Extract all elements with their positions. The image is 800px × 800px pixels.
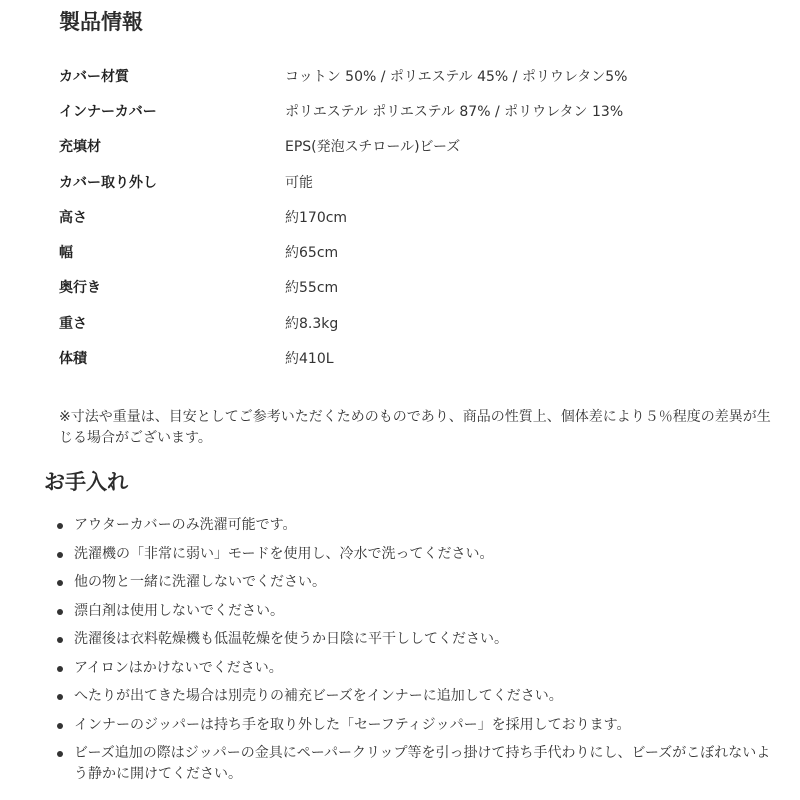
spec-label: 奥行き [59,280,101,297]
bullet-icon [57,694,63,700]
spec-label: カバー取り外し [59,174,157,191]
spec-label: カバー材質 [59,68,129,85]
spec-section-title: 製品情報 [59,10,143,34]
spec-table [59,58,759,376]
spec-row [59,234,759,269]
bullet-icon [57,552,63,558]
list-item [44,629,774,650]
care-item-text: 他の物と一緒に洗濯しないでください。 [74,574,326,590]
spec-label: 重さ [59,315,87,332]
spec-row [59,93,759,128]
care-item-text: 洗濯機の「非常に弱い」モードを使用し、冷水で洗ってください。 [74,545,494,562]
bullet-icon [57,751,63,757]
care-item-text: 漂白剤は使用しないでください。 [74,602,284,619]
spec-value: 可能 [285,174,313,191]
list-item [44,658,774,679]
spec-label: インナーカバー [59,103,157,120]
care-item-text: インナーのジッパーは持ち手を取り外した「セーフティジッパー」を採用しております。 [74,716,631,733]
spec-label: 充填材 [59,139,101,156]
spec-row [59,199,759,234]
spec-value: 約410L [285,351,334,368]
bullet-icon [57,637,63,643]
list-item [44,544,774,565]
spec-value: EPS(発泡スチロール)ビーズ [285,139,461,156]
spec-row [59,164,759,199]
spec-row [59,340,759,375]
spec-note: ※寸法や重量は、目安としてご参考いただくためのものであり、商品の性質上、個体差により５％程度の差異が生じる場合がございます。 [59,409,771,446]
care-item-text: アウターカバーのみ洗濯可能です。 [74,517,297,533]
list-item [44,601,774,622]
care-item-text: アイロンはかけないでください。 [74,659,283,676]
list-item [44,743,774,785]
spec-label: 幅 [59,245,73,262]
spec-label: 高さ [59,209,87,226]
bullet-icon [57,580,63,586]
list-item [44,715,774,736]
spec-row [59,129,759,164]
spec-row [59,58,759,93]
spec-value: コットン 50% / ポリエステル 45% / ポリウレタン5% [285,68,628,85]
spec-value: 約65cm [285,245,339,262]
bullet-icon [57,723,63,729]
bullet-icon [57,523,63,529]
care-item-text: ビーズ追加の際はジッパーの金具にペーパークリップ等を引っ掛けて持ち手代わりにし、ビーズがこぼれないよう静かに開けてください。 [74,745,771,782]
spec-row [59,270,759,305]
bullet-icon [57,609,63,615]
spec-value: ポリエステル ポリエステル 87% / ポリウレタン 13% [285,103,624,120]
list-item [44,515,774,536]
list-item [44,572,774,593]
spec-value: 約170cm [285,209,348,226]
care-list [44,515,774,793]
spec-row [59,305,759,340]
care-item-text: へたりが出てきた場合は別売りの補充ビーズをインナーに追加してください。 [74,688,563,704]
bullet-icon [57,666,63,672]
spec-value: 約55cm [285,280,339,297]
care-section-title: お手入れ [44,470,128,494]
list-item [44,686,774,707]
spec-value: 約8.3kg [285,315,339,332]
spec-label: 体積 [59,351,87,368]
care-item-text: 洗濯後は衣料乾燥機も低温乾燥を使うか日陰に平干ししてください。 [74,631,508,647]
